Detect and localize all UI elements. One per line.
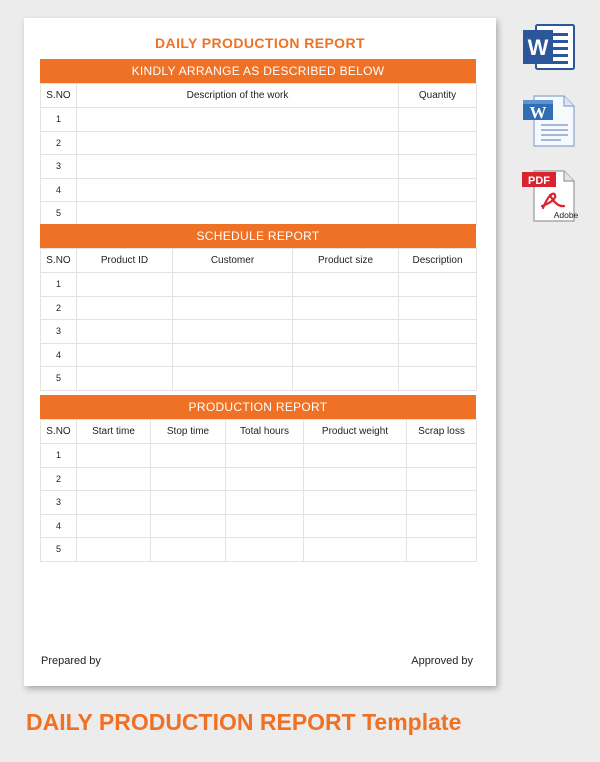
prepared-by-label: Prepared by bbox=[41, 655, 101, 667]
table-cell[interactable] bbox=[226, 538, 304, 562]
production-report-section bbox=[40, 395, 476, 562]
table-cell[interactable] bbox=[77, 131, 399, 155]
table-cell[interactable] bbox=[173, 343, 293, 367]
row-number: 3 bbox=[41, 320, 77, 344]
table-cell[interactable] bbox=[399, 296, 477, 320]
table-cell[interactable] bbox=[77, 467, 151, 491]
table-cell[interactable] bbox=[399, 155, 477, 179]
table-cell[interactable] bbox=[399, 273, 477, 297]
pdf-document-icon bbox=[520, 168, 578, 224]
table-cell[interactable] bbox=[304, 514, 407, 538]
table-header-row bbox=[41, 420, 477, 444]
row-number: 2 bbox=[41, 296, 77, 320]
pdf-download-icon[interactable] bbox=[520, 168, 578, 224]
table-cell[interactable] bbox=[407, 491, 477, 515]
table-cell[interactable] bbox=[399, 320, 477, 344]
table-row bbox=[41, 538, 477, 562]
adobe-label: Adobe bbox=[553, 210, 578, 220]
table-cell[interactable] bbox=[151, 514, 226, 538]
table-cell[interactable] bbox=[407, 467, 477, 491]
table-cell[interactable] bbox=[293, 367, 399, 391]
table-cell[interactable] bbox=[407, 444, 477, 468]
row-number: 1 bbox=[41, 444, 77, 468]
table-cell[interactable] bbox=[226, 467, 304, 491]
table-header-row bbox=[41, 84, 477, 108]
table-row bbox=[41, 108, 477, 132]
column-header-total-hours: Total hours bbox=[226, 420, 304, 444]
column-header-description-of-work: Description of the work bbox=[77, 84, 399, 108]
table-cell[interactable] bbox=[77, 273, 173, 297]
column-header-description: Description bbox=[399, 249, 477, 273]
column-header-sno: S.NO bbox=[41, 249, 77, 273]
table-cell[interactable] bbox=[399, 343, 477, 367]
row-number: 5 bbox=[41, 538, 77, 562]
production-report-table bbox=[40, 419, 477, 562]
word-doc-download-icon[interactable] bbox=[520, 93, 578, 149]
column-header-sno: S.NO bbox=[41, 84, 77, 108]
table-cell[interactable] bbox=[293, 343, 399, 367]
word-icon bbox=[520, 22, 578, 72]
table-cell[interactable] bbox=[151, 467, 226, 491]
column-header-start-time: Start time bbox=[77, 420, 151, 444]
table-cell[interactable] bbox=[293, 296, 399, 320]
table-cell[interactable] bbox=[399, 108, 477, 132]
column-header-product-id: Product ID bbox=[77, 249, 173, 273]
word-document-icon bbox=[520, 93, 578, 149]
table-row bbox=[41, 467, 477, 491]
table-cell[interactable] bbox=[399, 131, 477, 155]
work-description-section bbox=[40, 59, 476, 226]
production-report-banner: PRODUCTION REPORT bbox=[40, 395, 476, 419]
row-number: 3 bbox=[41, 491, 77, 515]
table-cell[interactable] bbox=[173, 296, 293, 320]
row-number: 4 bbox=[41, 178, 77, 202]
row-number: 5 bbox=[41, 367, 77, 391]
table-cell[interactable] bbox=[173, 273, 293, 297]
approved-by-label: Approved by bbox=[411, 655, 473, 667]
table-row bbox=[41, 178, 477, 202]
column-header-scrap-loss: Scrap loss bbox=[407, 420, 477, 444]
table-cell[interactable] bbox=[173, 367, 293, 391]
column-header-stop-time: Stop time bbox=[151, 420, 226, 444]
table-row bbox=[41, 320, 477, 344]
table-cell[interactable] bbox=[407, 514, 477, 538]
schedule-report-banner: SCHEDULE REPORT bbox=[40, 224, 476, 248]
column-header-product-size: Product size bbox=[293, 249, 399, 273]
schedule-report-table bbox=[40, 248, 477, 391]
table-cell[interactable] bbox=[77, 108, 399, 132]
template-caption: DAILY PRODUCTION REPORT Template bbox=[26, 709, 462, 735]
word-letter: W bbox=[527, 35, 549, 60]
table-cell[interactable] bbox=[77, 514, 151, 538]
word-download-icon[interactable] bbox=[520, 22, 578, 72]
table-cell[interactable] bbox=[293, 273, 399, 297]
table-cell[interactable] bbox=[226, 491, 304, 515]
row-number: 1 bbox=[41, 108, 77, 132]
table-cell[interactable] bbox=[77, 155, 399, 179]
work-description-banner: KINDLY ARRANGE AS DESCRIBED BELOW bbox=[40, 59, 476, 83]
column-header-product-weight: Product weight bbox=[304, 420, 407, 444]
table-cell[interactable] bbox=[77, 178, 399, 202]
table-cell[interactable] bbox=[151, 538, 226, 562]
table-cell[interactable] bbox=[226, 514, 304, 538]
column-header-customer: Customer bbox=[173, 249, 293, 273]
report-title: DAILY PRODUCTION REPORT bbox=[155, 35, 365, 51]
table-row bbox=[41, 367, 477, 391]
row-number: 4 bbox=[41, 514, 77, 538]
table-cell[interactable] bbox=[293, 320, 399, 344]
table-cell[interactable] bbox=[151, 491, 226, 515]
table-cell[interactable] bbox=[77, 491, 151, 515]
table-cell[interactable] bbox=[399, 178, 477, 202]
row-number: 4 bbox=[41, 343, 77, 367]
table-header-row bbox=[41, 249, 477, 273]
table-cell[interactable] bbox=[173, 320, 293, 344]
table-cell[interactable] bbox=[151, 444, 226, 468]
table-row bbox=[41, 491, 477, 515]
table-cell[interactable] bbox=[226, 444, 304, 468]
table-row bbox=[41, 131, 477, 155]
table-row bbox=[41, 155, 477, 179]
table-row bbox=[41, 273, 477, 297]
schedule-report-section bbox=[40, 224, 476, 391]
table-row bbox=[41, 444, 477, 468]
table-cell[interactable] bbox=[77, 444, 151, 468]
row-number: 2 bbox=[41, 467, 77, 491]
report-page bbox=[24, 18, 496, 686]
table-cell[interactable] bbox=[77, 202, 399, 226]
table-cell[interactable] bbox=[77, 343, 173, 367]
row-number: 3 bbox=[41, 155, 77, 179]
table-cell[interactable] bbox=[304, 444, 407, 468]
word-letter: W bbox=[529, 103, 547, 122]
table-cell[interactable] bbox=[407, 538, 477, 562]
work-description-table bbox=[40, 83, 477, 226]
table-row bbox=[41, 343, 477, 367]
table-cell[interactable] bbox=[77, 538, 151, 562]
table-cell[interactable] bbox=[304, 491, 407, 515]
table-cell[interactable] bbox=[399, 367, 477, 391]
row-number: 1 bbox=[41, 273, 77, 297]
table-cell[interactable] bbox=[77, 296, 173, 320]
table-cell[interactable] bbox=[77, 367, 173, 391]
table-cell[interactable] bbox=[77, 320, 173, 344]
pdf-label: PDF bbox=[528, 175, 550, 187]
row-number: 2 bbox=[41, 131, 77, 155]
table-cell[interactable] bbox=[399, 202, 477, 226]
table-cell[interactable] bbox=[304, 467, 407, 491]
column-header-quantity: Quantity bbox=[399, 84, 477, 108]
table-row bbox=[41, 296, 477, 320]
table-row bbox=[41, 202, 477, 226]
column-header-sno: S.NO bbox=[41, 420, 77, 444]
table-row bbox=[41, 514, 477, 538]
table-cell[interactable] bbox=[304, 538, 407, 562]
row-number: 5 bbox=[41, 202, 77, 226]
